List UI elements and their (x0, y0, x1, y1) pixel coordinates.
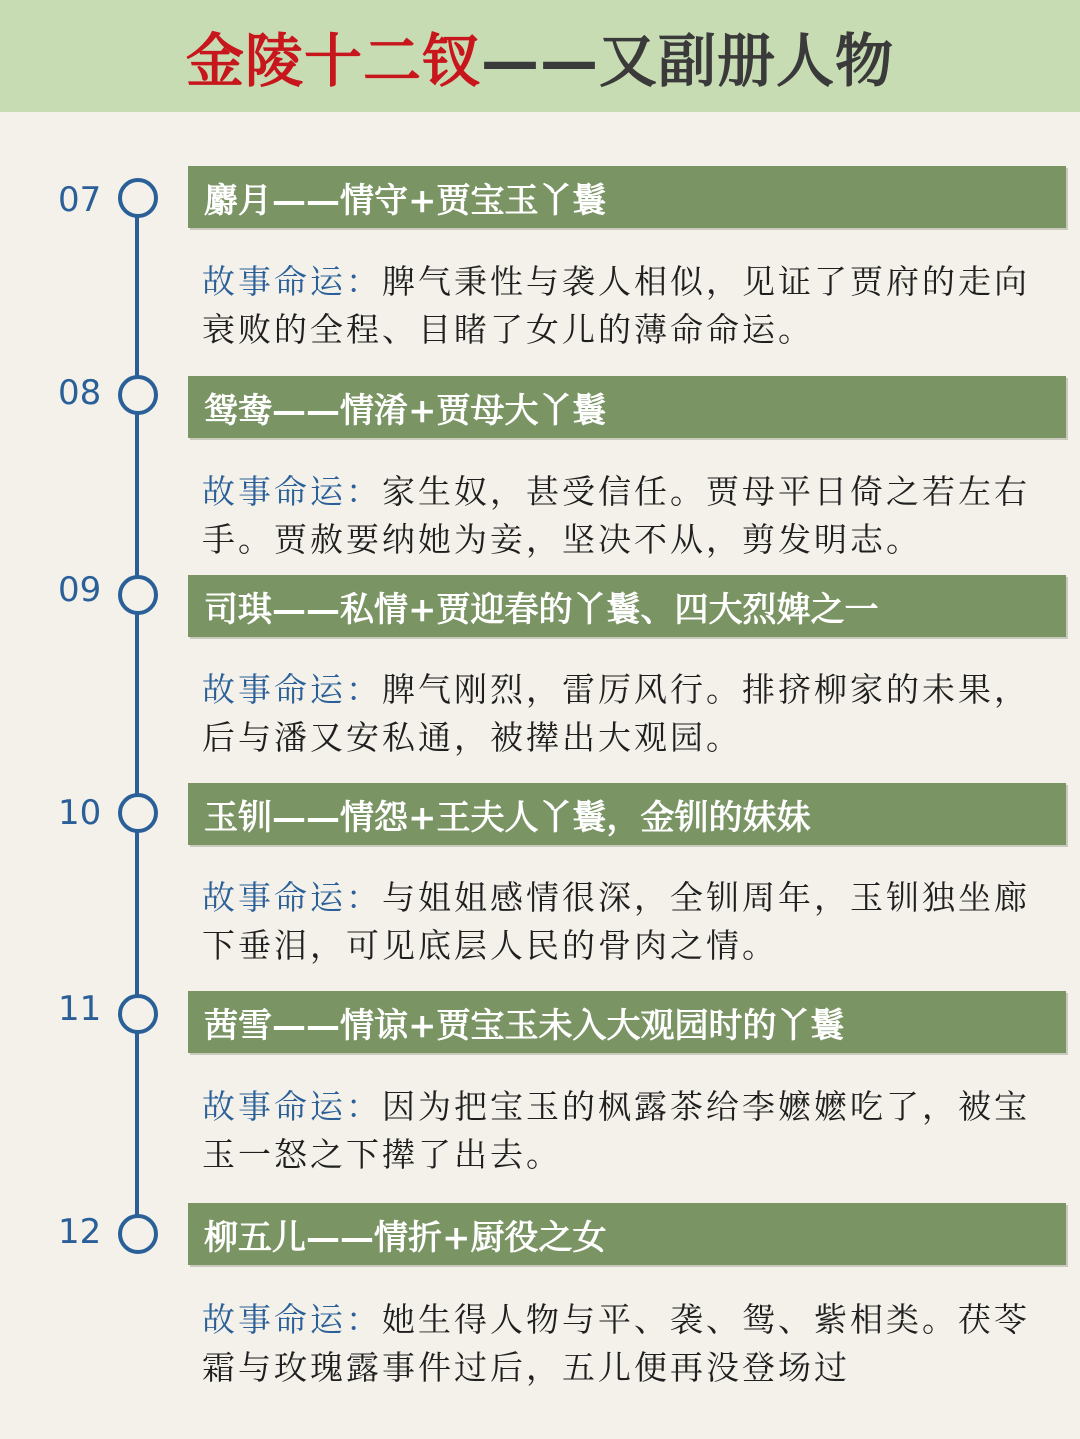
entry-heading-bar (188, 376, 1066, 438)
entry-description (202, 1083, 1062, 1179)
fate-label: 故事命运： (202, 1300, 382, 1339)
entry-number: 12 (58, 1212, 102, 1252)
entry-heading-bar (188, 783, 1066, 845)
fate-text: 因为把宝玉的枫露茶给李嬷嬷吃了，被宝玉一怒之下撵了出去。 (202, 1087, 1030, 1174)
entry-heading-bar (188, 1203, 1066, 1265)
timeline-dot (118, 994, 158, 1034)
entry-description (202, 258, 1062, 354)
timeline-dot (118, 793, 158, 833)
entry-number: 09 (58, 570, 102, 610)
entry-number: 07 (58, 180, 102, 220)
fate-text: 她生得人物与平、袭、鸳、紫相类。茯苓霜与玫瑰露事件过后，五儿便再没登场过 (202, 1300, 1030, 1387)
timeline-dot (118, 375, 158, 415)
timeline-dot (118, 178, 158, 218)
entry-description (202, 666, 1062, 762)
page-title (186, 14, 894, 98)
fate-text: 脾气刚烈，雷厉风行。排挤柳家的未果，后与潘又安私通，被撵出大观园。 (202, 670, 1030, 757)
entry-number: 11 (58, 989, 102, 1029)
entry-heading: 麝月——情守+贾宝玉丫鬟 (204, 180, 607, 221)
entry-description (202, 874, 1062, 970)
fate-text: 家生奴，甚受信任。贾母平日倚之若左右手。贾赦要纳她为妾，坚决不从，剪发明志。 (202, 472, 1030, 559)
entry-heading: 鸳鸯——情淆+贾母大丫鬟 (204, 390, 607, 431)
entry-heading: 司琪——私情+贾迎春的丫鬟、四大烈婢之一 (204, 589, 879, 630)
timeline-dot (118, 575, 158, 615)
fate-label: 故事命运： (202, 670, 382, 709)
entry-heading: 柳五儿——情折+厨役之女 (204, 1217, 607, 1258)
timeline-line (135, 200, 139, 1235)
entry-heading-bar (188, 166, 1066, 228)
entry-heading: 茜雪——情谅+贾宝玉未入大观园时的丫鬟 (204, 1005, 845, 1046)
entry-heading-bar (188, 991, 1066, 1053)
entry-heading: 玉钏——情怨+王夫人丫鬟，金钏的妹妹 (204, 797, 811, 838)
title-main: 金陵十二钗 (185, 27, 481, 95)
fate-label: 故事命运： (202, 1087, 382, 1126)
entry-heading-bar (188, 575, 1066, 637)
fate-text: 脾气秉性与袭人相似，见证了贾府的走向衰败的全程、目睹了女儿的薄命命运。 (202, 262, 1030, 349)
timeline-dot (118, 1214, 158, 1254)
page-header (0, 0, 1080, 112)
title-sub: ——又副册人物 (481, 27, 895, 95)
entry-description (202, 1296, 1062, 1392)
fate-label: 故事命运： (202, 878, 382, 917)
fate-label: 故事命运： (202, 262, 382, 301)
entry-description (202, 468, 1062, 564)
entry-number: 08 (58, 373, 102, 413)
fate-label: 故事命运： (202, 472, 382, 511)
entry-number: 10 (58, 793, 102, 833)
fate-text: 与姐姐感情很深，全钏周年，玉钏独坐廊下垂泪，可见底层人民的骨肉之情。 (202, 878, 1030, 965)
